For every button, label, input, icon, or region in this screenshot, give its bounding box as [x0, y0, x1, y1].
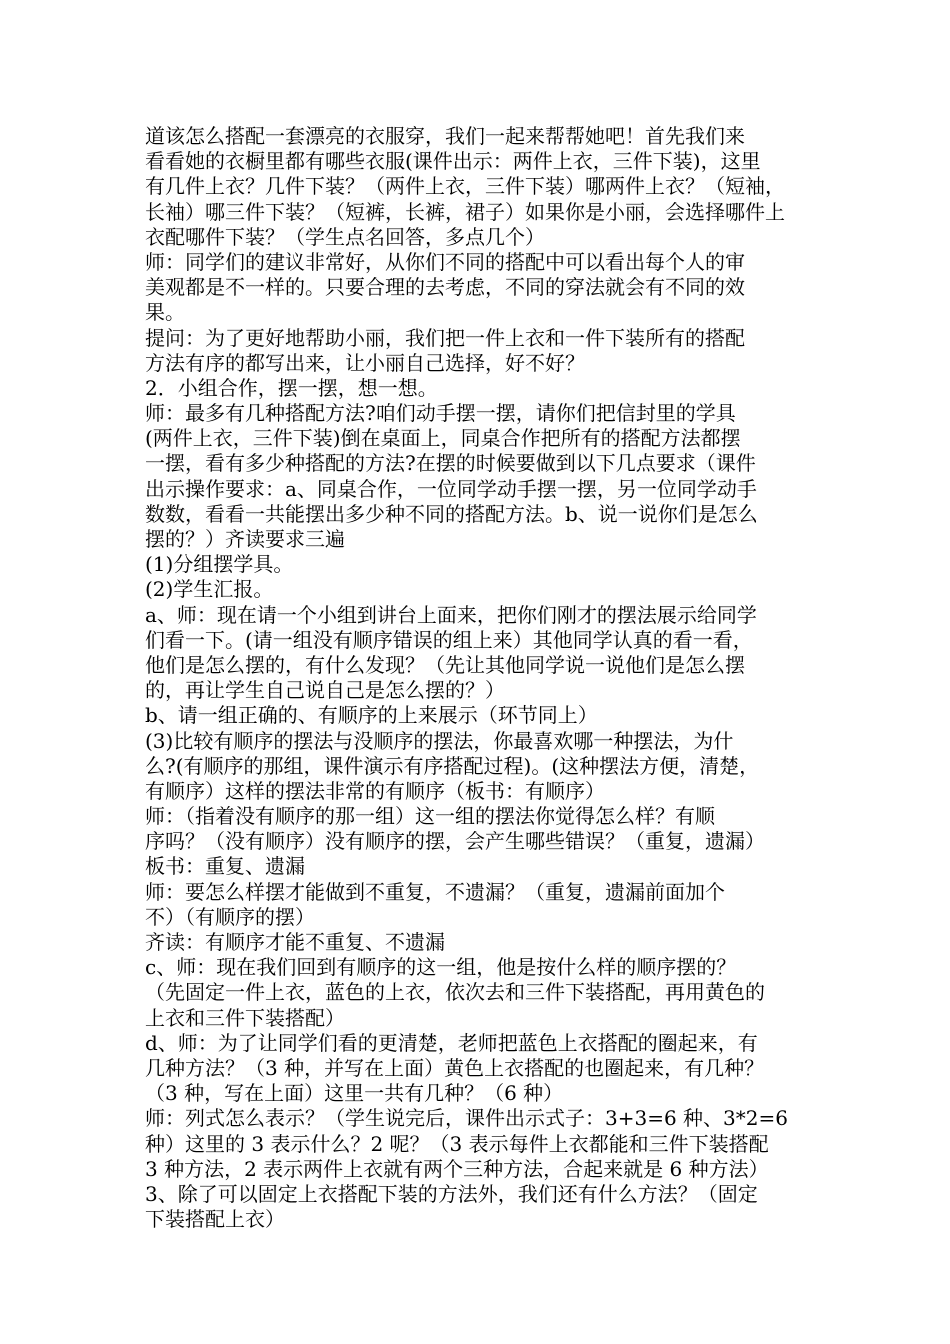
- text-line: 方法有序的都写出来，让小丽自己选择，好不好？: [145, 350, 585, 375]
- text-line: 道该怎么搭配一套漂亮的衣服穿，我们一起来帮帮她吧！首先我们来: [145, 124, 745, 148]
- text-line: 出示操作要求：a、同桌合作，一位同学动手摆一摆，另一位同学动手: [145, 476, 757, 501]
- text-line: 上衣和三件下装搭配）: [145, 1005, 345, 1030]
- text-line: a、师：现在请一个小组到讲台上面来，把你们刚才的摆法展示给同学: [145, 602, 757, 627]
- text-line: (3)比较有顺序的摆法与没顺序的摆法，你最喜欢哪一种摆法，为什: [145, 728, 734, 753]
- text-line: 板书：重复、遗漏: [145, 854, 305, 879]
- text-line: 美观都是不一样的。只要合理的去考虑，不同的穿法就会有不同的效: [145, 275, 745, 300]
- text-line: 3、除了可以固定上衣搭配下装的方法外，我们还有什么方法？（固定: [145, 1181, 758, 1206]
- text-line: 看看她的衣橱里都有哪些衣服(课件出示：两件上衣，三件下装)，这里: [145, 149, 761, 174]
- text-line: 他们是怎么摆的，有什么发现？（先让其他同学说一说他们是怎么摆: [145, 652, 745, 677]
- text-line: b、请一组正确的、有顺序的上来展示（环节同上）: [145, 703, 598, 728]
- text-line: (两件上衣，三件下装)倒在桌面上，同桌合作把所有的搭配方法都摆: [145, 426, 741, 451]
- text-line: 摆的？）齐读要求三遍: [145, 527, 345, 551]
- text-line: 几种方法？（3 种，并写在上面）黄色上衣搭配的也圈起来，有几种？: [145, 1055, 765, 1080]
- text-line: c、师：现在我们回到有顺序的这一组，他是按什么样的顺序摆的？: [145, 955, 737, 980]
- text-line: 有顺序）这样的摆法非常的有顺序（板书：有顺序）: [145, 778, 605, 803]
- text-line: 齐读：有顺序才能不重复、不遗漏: [145, 930, 445, 954]
- text-line: （先固定一件上衣，蓝色的上衣，依次去和三件下装搭配，再用黄色的: [145, 980, 765, 1005]
- text-line: (1)分组摆学具。: [145, 552, 294, 577]
- text-line: 不）（有顺序的摆）: [145, 904, 315, 929]
- text-line: 2．小组合作，摆一摆，想一想。: [145, 375, 438, 400]
- text-line: （3 种，写在上面）这里一共有几种？（6 种）: [145, 1081, 564, 1106]
- text-line: 提问：为了更好地帮助小丽，我们把一件上衣和一件下装所有的搭配: [145, 325, 745, 350]
- text-line: 师：要怎么样摆才能做到不重复，不遗漏？（重复，遗漏前面加个: [145, 879, 725, 904]
- text-line: d、师：为了让同学们看的更清楚，老师把蓝色上衣搭配的圈起来，有: [145, 1030, 758, 1055]
- text-line: 师：（指着没有顺序的那一组）这一组的摆法你觉得怎么样？有顺: [145, 804, 715, 829]
- text-line: 长袖）哪三件下装？（短裤，长裤，裙子）如果你是小丽，会选择哪件上: [145, 199, 785, 224]
- text-line: 果。: [145, 300, 185, 325]
- text-line: 序吗？（没有顺序）没有顺序的摆，会产生哪些错误？（重复，遗漏）: [145, 829, 765, 854]
- text-line: 有几件上衣？几件下装？（两件上衣，三件下装）哪两件上衣？（短袖，: [145, 174, 785, 199]
- text-line: 一摆，看有多少种搭配的方法?在摆的时候要做到以下几点要求（课件: [145, 451, 756, 476]
- text-line: 们看一下。(请一组没有顺序错误的组上来）其他同学认真的看一看，: [145, 627, 753, 652]
- text-line: 的，再让学生自己说自己是怎么摆的？）: [145, 678, 505, 703]
- text-line: 师：列式怎么表示？（学生说完后，课件出示式子：3+3=6 种、3*2=6: [145, 1106, 788, 1131]
- text-line: 么?(有顺序的那组，课件演示有序搭配过程)。(这种摆法方便，清楚，: [145, 753, 760, 778]
- text-line: 师：最多有几种搭配方法?咱们动手摆一摆，请你们把信封里的学具: [145, 401, 736, 426]
- text-line: 种）这里的 3 表示什么？2 呢？（3 表示每件上衣都能和三件下装搭配: [145, 1131, 769, 1156]
- text-line: 数数，看看一共能摆出多少种不同的搭配方法。b、说一说你们是怎么: [145, 501, 758, 526]
- text-line: 衣配哪件下装？（学生点名回答，多点几个）: [145, 224, 545, 249]
- text-line: 师：同学们的建议非常好，从你们不同的搭配中可以看出每个人的审: [145, 249, 745, 274]
- text-line: 3 种方法，2 表示两件上衣就有两个三种方法，合起来就是 6 种方法）: [145, 1156, 769, 1181]
- text-line: (2)学生汇报。: [145, 577, 274, 602]
- text-line: 下装搭配上衣）: [145, 1207, 285, 1232]
- document-body: [145, 124, 810, 1232]
